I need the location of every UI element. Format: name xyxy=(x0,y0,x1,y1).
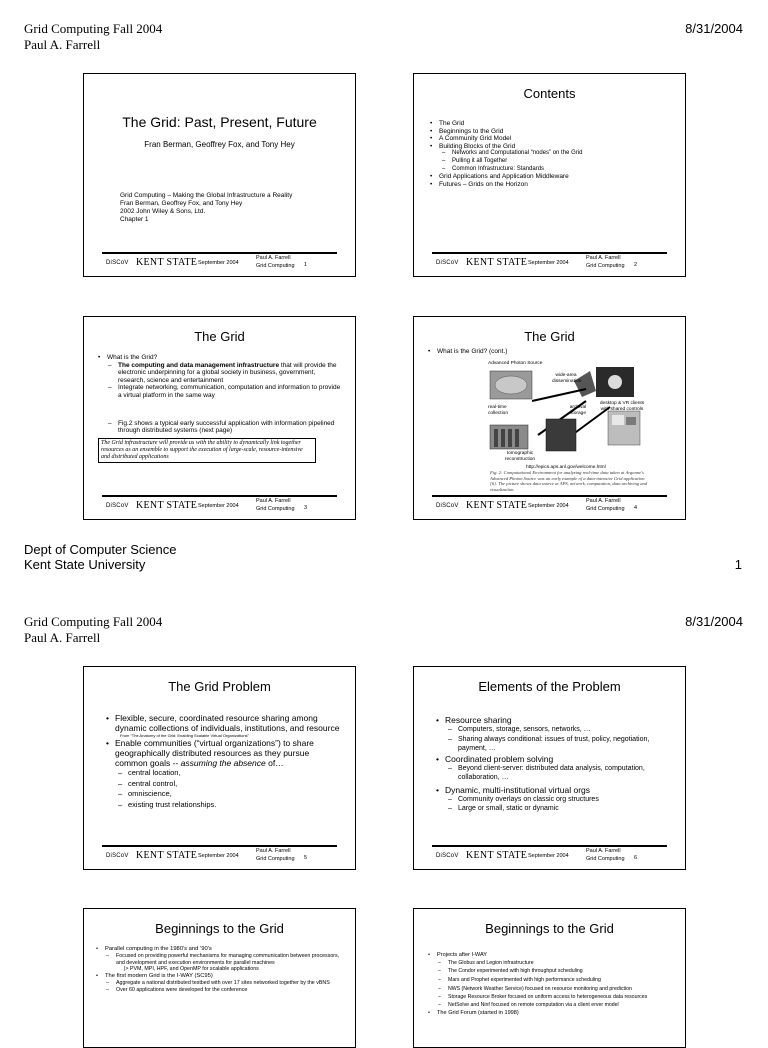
kent-state-logo: KENT STATE xyxy=(466,850,528,861)
slide-number: 2 xyxy=(634,262,638,268)
discov-logo: DiSCoV xyxy=(106,853,129,859)
slide-authors: Fran Berman, Geoffrey Fox, and Tony Hey xyxy=(144,140,295,149)
kent-state-logo: KENT STATE xyxy=(136,850,198,861)
slide-title: The Grid xyxy=(524,329,575,344)
fig-2-illustration: Advanced Photon Source wide-area dissemination real-time collection archival storage desktop & VR clients with shared controls tomographic reconstruction http://epics.aps.anl.gov/welcome.html xyxy=(488,361,645,470)
slide-number: 6 xyxy=(634,855,638,861)
slide-title: The Grid xyxy=(194,329,245,344)
list-item: • Beginnings to the Grid xyxy=(430,128,677,136)
footer-department: Dept of Computer Science xyxy=(24,542,177,557)
slide-footer: DiSCoV KENT STATE September 2004 Paul A. Farrell Grid Computing 6 xyxy=(432,845,667,867)
slide-number: 5 xyxy=(304,855,308,861)
page-header-date: 8/31/2004 xyxy=(685,614,743,629)
discov-logo: DiSCoV xyxy=(436,260,459,266)
slide-footer: DiSCoV KENT STATE September 2004 Paul A. Farrell Grid Computing 2 xyxy=(432,252,667,274)
slide-footer: DiSCoV KENT STATE September 2004 Paul A. Farrell Grid Computing 1 xyxy=(102,252,337,274)
kent-state-logo: KENT STATE xyxy=(136,257,198,268)
slide-title: The Grid Problem xyxy=(168,679,271,694)
slide-footer: DiSCoV KENT STATE September 2004 Paul A. Farrell Grid Computing 4 xyxy=(432,495,667,517)
slide-4 xyxy=(413,316,686,520)
contents-list xyxy=(430,120,677,188)
page-number: 1 xyxy=(734,557,742,572)
slide-title: Elements of the Problem xyxy=(478,679,621,694)
slide-footer: DiSCoV KENT STATE September 2004 Paul A. Farrell Grid Computing 3 xyxy=(102,495,337,517)
discov-logo: DiSCoV xyxy=(436,503,459,509)
discov-logo: DiSCoV xyxy=(106,503,129,509)
page-header-author: Paul A. Farrell xyxy=(24,630,101,645)
slide-number: 1 xyxy=(304,262,308,268)
page-header-date: 8/31/2004 xyxy=(685,21,743,36)
slide-title: The Grid: Past, Present, Future xyxy=(122,114,317,130)
slide-title: Beginnings to the Grid xyxy=(485,921,614,936)
slide-5 xyxy=(83,666,356,870)
page-header-author: Paul A. Farrell xyxy=(24,37,101,52)
figure-caption: Fig. 2: Computational Environment for analyzing real-time data taken at Argonne's Advanced Photon Source was an early example of a data-intensive Grid application [6]. The picture shows data source at APS, network, computation, data archiving and visualization. xyxy=(490,470,648,492)
quote-box: The Grid infrastructure will provide us with the ability to dynamically link together resources as an ensemble to support the execution of large-scale, resource-intensive and distributed applications xyxy=(98,438,316,463)
slide-title: Beginnings to the Grid xyxy=(155,921,284,936)
list-item: – Networks and Computational “nodes” on the Grid xyxy=(442,150,677,158)
page-header-title: Grid Computing Fall 2004 xyxy=(24,614,163,629)
page-header-title: Grid Computing Fall 2004 xyxy=(24,21,163,36)
list-item: • Building Blocks of the Grid xyxy=(430,143,677,151)
slide-body: • Flexible, secure, coordinated resource sharing among dynamic collections of individuals, institutions, and resource From “The Anatomy of the Grid: Enabling Scalable Virtual Organizations” • Enable communities (“virtual organizations”) to share geographically distributed resources as they pursue common goals -- assuming the absence of… – central location, – central control, – omniscience, – existing trust relationships. xyxy=(106,713,341,810)
slide-footer: DiSCoV KENT STATE September 2004 Paul A. Farrell Grid Computing 5 xyxy=(102,845,337,867)
footer-university: Kent State University xyxy=(24,557,146,572)
discov-logo: DiSCoV xyxy=(436,853,459,859)
list-item: • Grid Applications and Application Middleware xyxy=(430,173,677,181)
discov-logo: DiSCoV xyxy=(106,260,129,266)
slide-body: • What is the Grid? – The computing and data management infrastructure that will provide the electronic underpinning for a global society in business, government, research, science and entertainment – Integrate networking, communication, computation and information to provide a virtual platform in the same way – Fig.2 shows a typical early successful application with information pipelined through distributed systems (next page) The Grid infrastructure will provide us with the ability to dynamically link together resources as an ensemble to support the execution of large-scale, resource-intensive and distributed applications xyxy=(98,354,341,463)
slide-body: • Parallel computing in the 1980’s and ’90’s – Focused on providing powerful mechanisms for managing communication between processors, and development and execution environments for parallel machines |> PVM, MPI, HPF, and OpenMP for scalable applications • The first modern Grid is the I-WAY (SC95) – Aggregate a national distributed testbed with over 17 sites networked together by the vBNS – Over 60 applications were developed for the conference xyxy=(96,946,341,994)
slide-number: 3 xyxy=(304,505,308,511)
list-item: • The Grid xyxy=(430,120,677,128)
slide-body: • What is the Grid? (cont.) xyxy=(428,348,507,356)
slide-body: • Projects after I-WAY – The Globus and Legion infrastructure – The Condor experimented with high throughput scheduling – Mars and Prophet experimented with high performance scheduling – NWS (Network Weather Service) focused on resource monitoring and prediction – Storage Resource Broker focused on uniform access to heterogeneous data resources – NetSolve and Ninf focused on remote computation via a client erver model • The Grid Forum (started in 1998) xyxy=(428,952,675,1016)
slide-8 xyxy=(413,908,686,1048)
slide-reference: Grid Computing – Making the Global Infrastructure a Reality Fran Berman, Geoffrey Fox, and Tony Hey 2002 John Wiley & Sons, Ltd. Chapter 1 xyxy=(120,192,293,223)
slide-1 xyxy=(83,73,356,277)
slide-2 xyxy=(413,73,686,277)
slide-title: Contents xyxy=(523,86,576,101)
kent-state-logo: KENT STATE xyxy=(136,500,198,511)
list-item: – Pulling it all Together xyxy=(442,158,677,166)
slide-6 xyxy=(413,666,686,870)
slide-number: 4 xyxy=(634,505,638,511)
list-item: – Common Infrastructure: Standards xyxy=(442,166,677,174)
slide-body: • Resource sharing – Computers, storage, sensors, networks, … – Sharing always conditional: issues of trust, policy, negotiation, payment, … • Coordinated problem solving – Beyond client-server: distributed data analysis, computation, collaboration, … • Dynamic, multi-institutional virtual orgs – Community overlays on classic org structures – Large or small, static or dynamic xyxy=(436,715,671,814)
kent-state-logo: KENT STATE xyxy=(466,500,528,511)
slide-3 xyxy=(83,316,356,520)
list-item: • Futures – Grids on the Horizon xyxy=(430,181,677,189)
kent-state-logo: KENT STATE xyxy=(466,257,528,268)
slide-7 xyxy=(83,908,356,1048)
list-item: • A Community Grid Model xyxy=(430,135,677,143)
